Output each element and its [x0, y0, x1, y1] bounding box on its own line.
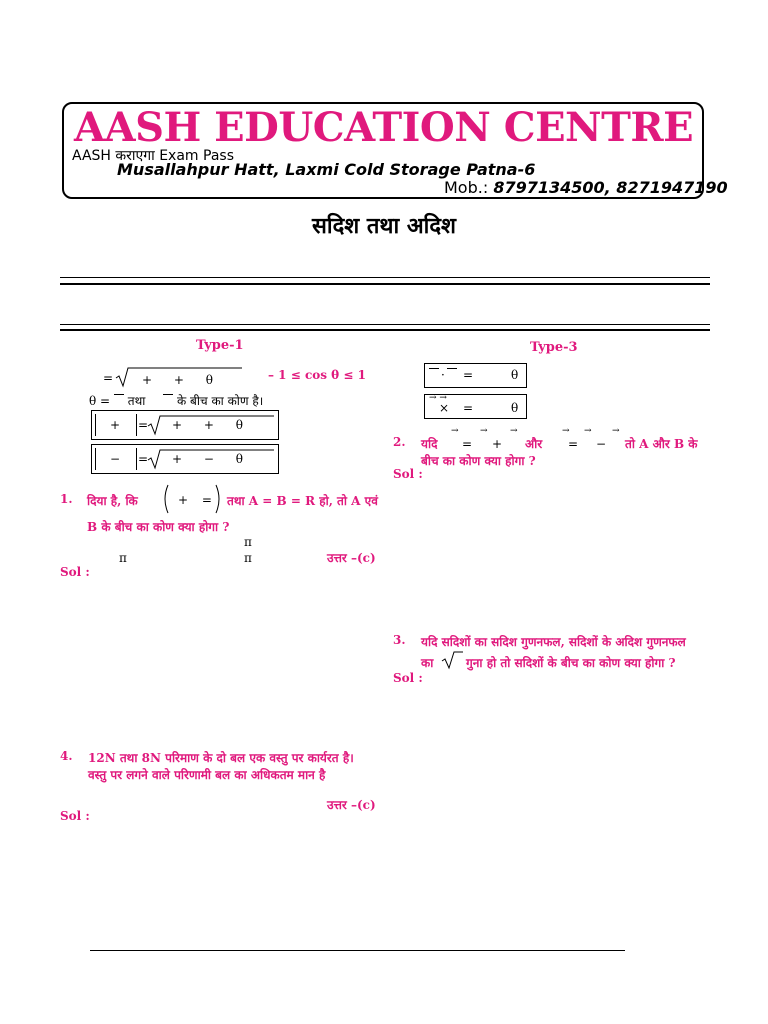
q4-solution-label: Sol : [60, 809, 90, 823]
theta-eq: θ = [89, 394, 111, 408]
formula-box-diff [91, 444, 279, 474]
q1-option-a: π [119, 551, 127, 565]
type3-heading: Type-3 [530, 340, 578, 355]
q4-line2: वस्तु पर लगने वाले परिणामी बल का अधिकतम मान है [88, 768, 326, 782]
q1-line2: B के बीच का कोण क्या होगा ? [87, 520, 230, 534]
q4-answer: उत्तर –(c) [327, 798, 376, 812]
q2-minus: − [596, 437, 607, 451]
q2-eq2: = [568, 437, 579, 451]
vector-bar [429, 368, 439, 369]
q3-number: 3. [393, 633, 406, 647]
vector-arrow: → [480, 426, 488, 436]
q1-number: 1. [60, 492, 73, 506]
q2-solution-label: Sol : [393, 467, 423, 481]
cross-operator: × [439, 401, 450, 415]
q3-line2-b: गुना हो तो सदिशों के बीच का कोण क्या होगा ? [466, 656, 676, 670]
divider-top-1 [60, 277, 710, 278]
vector-bar [114, 394, 124, 395]
page-title: सदिश तथा अदिश [312, 214, 456, 239]
vector-arrow: → [584, 426, 592, 436]
tatha-word: तथा [127, 394, 146, 408]
type1-heading: Type-1 [196, 338, 244, 353]
q4-line1: 12N तथा 8N परिमाण के दो बल एक वस्तु पर कार्यरत है। [88, 751, 354, 765]
cross-theta: θ [511, 401, 519, 415]
q2-plus: + [492, 437, 503, 451]
q3-line2-a: का [421, 656, 434, 670]
q1-solution-label: Sol : [60, 565, 90, 579]
q1-answer: उत्तर –(c) [327, 551, 376, 565]
cos-range: – 1 ≤ cos θ ≤ 1 [268, 368, 366, 382]
q3-solution-label: Sol : [393, 671, 423, 685]
dot-theta: θ [511, 368, 519, 382]
footer-line [90, 950, 625, 951]
q1-line1-b: तथा A = B = R हो, तो A एवं [227, 494, 378, 508]
tagline: AASH कराएगा Exam Pass [72, 148, 234, 164]
theta-line [89, 392, 263, 409]
vector-arrow: → [451, 426, 459, 436]
dot-eq: = [463, 368, 474, 382]
box1-eq: = [138, 418, 149, 432]
divider-top-2 [60, 283, 710, 285]
vector-bar [163, 394, 173, 395]
q2-yadi: यदि [421, 437, 438, 451]
dot-operator: · [441, 368, 445, 382]
vector-arrow: → [562, 426, 570, 436]
sqrt-sign-4 [440, 650, 464, 670]
q2-aur: और [525, 437, 543, 451]
q1-option-b: π [244, 551, 252, 565]
formula-box-sum [91, 410, 279, 440]
box1-sign: + [110, 418, 121, 432]
q2-number: 2. [393, 435, 406, 449]
box2-eq: = [138, 452, 149, 466]
vector-arrow: → [510, 426, 518, 436]
angle-desc: के बीच का कोण है। [177, 394, 264, 408]
divider-bottom-1 [60, 324, 710, 325]
address: Musallahpur Hatt, Laxmi Cold Storage Patna-6 [117, 160, 536, 179]
box2-rest: + − θ [172, 452, 243, 466]
box2-sign: − [110, 452, 121, 466]
q3-line1: यदि सदिशों का सदिश गुणनफल, सदिशों के अदिश गुणनफल [421, 635, 686, 649]
vector-arrow: → [612, 426, 620, 436]
vector-arrow: → → [429, 393, 447, 403]
mobile-value: 8797134500, 8271947190 [493, 178, 728, 197]
cross-eq: = [463, 401, 474, 415]
vector-bar [447, 368, 457, 369]
formula1-terms: + + θ [142, 373, 213, 387]
formula1-eq: = [103, 371, 114, 385]
q2-line2: बीच का कोण क्या होगा ? [421, 454, 536, 468]
mobile-numbers [444, 178, 728, 197]
dot-product-box [424, 363, 527, 388]
q1-inner: + = [178, 493, 212, 507]
mobile-label: Mob.: [444, 178, 489, 197]
q2-eq1: = [462, 437, 473, 451]
brand-title: AASH EDUCATION CENTRE [74, 104, 694, 151]
q2-line1-b: तो A और B के [625, 437, 698, 451]
q4-number: 4. [60, 749, 73, 763]
q1-line1-a: दिया है, कि [87, 494, 138, 508]
cross-product-box [424, 394, 527, 419]
box1-rest: + + θ [172, 418, 243, 432]
divider-bottom-2 [60, 329, 710, 331]
q1-pi-top: π [244, 535, 252, 549]
